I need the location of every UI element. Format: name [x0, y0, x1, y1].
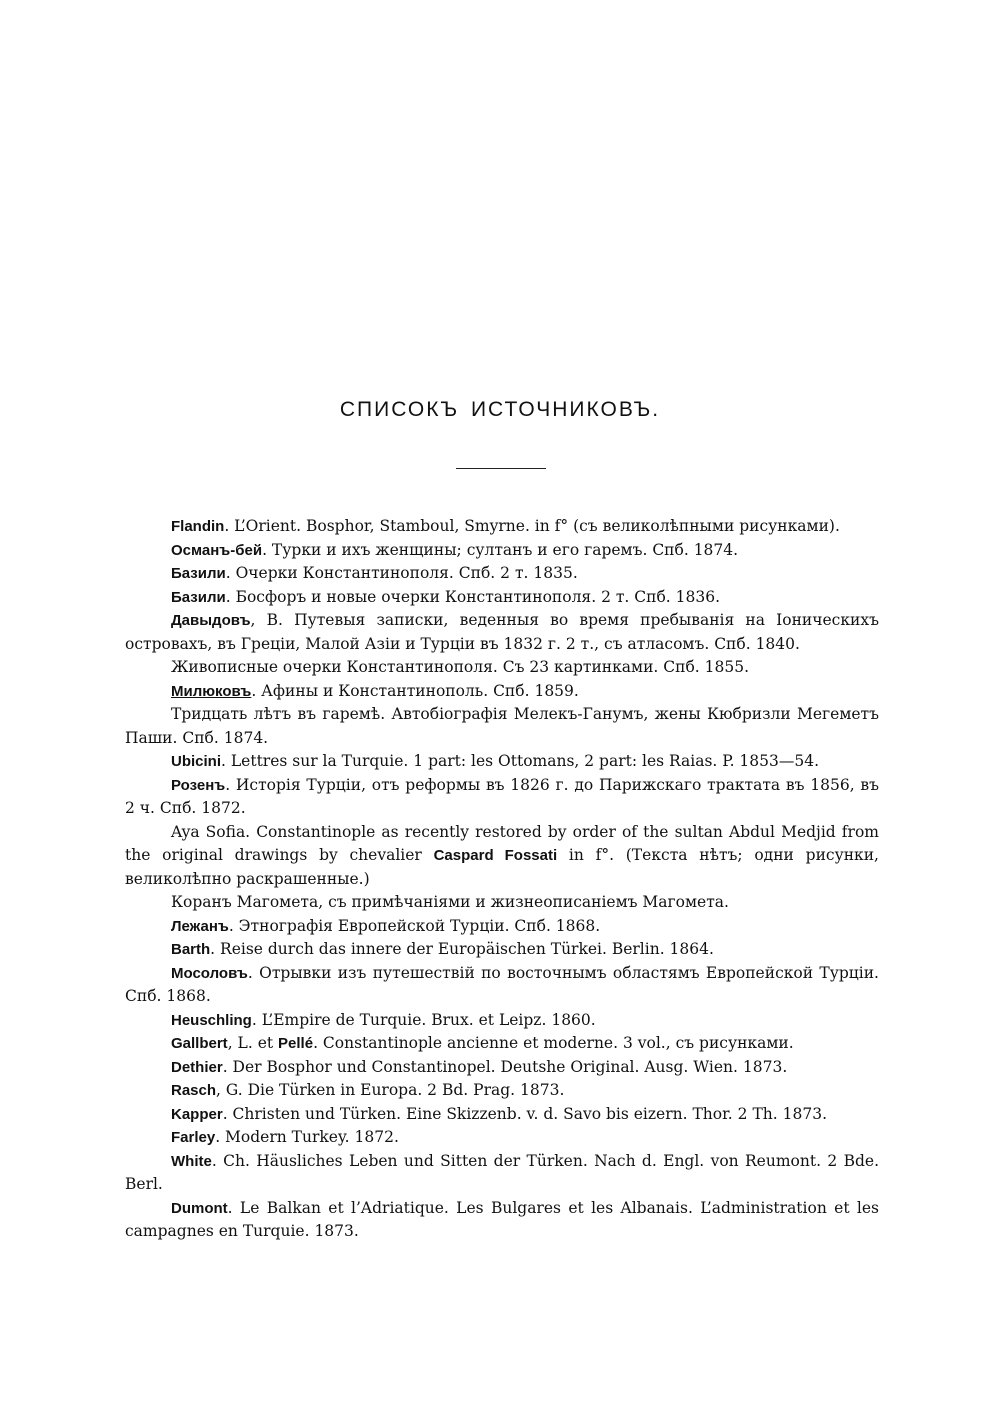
bibliography-entry	[125, 821, 879, 892]
entry-author: Лежанъ	[171, 917, 229, 935]
bibliography-entry	[125, 1126, 879, 1150]
bibliography-entry	[125, 938, 879, 962]
bibliography-entry	[125, 1032, 879, 1056]
entry-author: Базили	[171, 565, 226, 582]
entry-text: . Афины и Константинополь. Спб. 1859.	[251, 681, 579, 700]
bibliography-entry	[125, 1009, 879, 1033]
entry-text: Коранъ Магомета, съ примѣчаніями и жизнеописаніемъ Магомета.	[171, 893, 729, 911]
entry-text: . L’Orient. Bosphor, Stamboul, Smyrne. in f° (съ великолѣпными рисунками).	[224, 517, 840, 535]
bibliography-entry	[125, 891, 879, 915]
entry-text: Aya Sofia. Constantinople as recently restored by order of the sultan Abdul Medjid from the original drawings by chevalier	[125, 822, 879, 864]
page-title: СПИСОКЪ ИСТОЧНИКОВЪ.	[339, 398, 661, 421]
entry-author: Османъ-бей	[171, 541, 263, 559]
entry-text: . Lettres sur la Turquie. 1 part: les Ottomans, 2 part: les Raias. P. 1853—54.	[221, 752, 820, 770]
bibliography-entry	[125, 562, 879, 586]
entry-text: Тридцать лѣтъ въ гаремѣ. Автобіографія Мелекъ-Ганумъ, жены Кюбризли Мегеметъ Паши. Спб. 1874.	[125, 705, 879, 747]
entry-author: Милюковъ	[171, 682, 252, 700]
entry-text: . L’Empire de Turquie. Brux. et Leipz. 1860.	[251, 1010, 596, 1029]
entry-text: . Очерки Константинополя. Спб. 2 т. 1835.	[225, 564, 578, 582]
entry-inline-author: Caspard Fossati	[433, 847, 558, 864]
entry-author: Flandin	[171, 518, 225, 535]
bibliography-entry	[125, 680, 879, 704]
entry-text: . Der Bosphor und Constantinopel. Deutshe Original. Ausg. Wien. 1873.	[222, 1057, 788, 1076]
entry-author: Gallbert	[171, 1035, 228, 1052]
entry-text: . Босфоръ и новые очерки Константинополя. 2 т. Спб. 1836.	[225, 587, 721, 606]
entry-author: Базили	[171, 588, 226, 606]
entry-author: Ubicini	[171, 753, 222, 770]
entry-author: Dumont	[171, 1199, 228, 1217]
bibliography-entry	[125, 1056, 879, 1080]
bibliography-entry	[125, 915, 879, 939]
bibliography-list	[125, 515, 879, 1244]
entry-text: . Турки и ихъ женщины; султанъ и его гаремъ. Спб. 1874.	[262, 540, 739, 559]
bibliography-entry	[125, 703, 879, 750]
entry-author: Давыдовъ	[171, 612, 251, 629]
entry-author: Розенъ	[171, 776, 226, 794]
bibliography-entry	[125, 539, 879, 563]
bibliography-entry	[125, 1079, 879, 1103]
entry-author: Farley	[171, 1129, 216, 1146]
entry-author: Kapper	[171, 1105, 223, 1123]
entry-text: . Christen und Türken. Eine Skizzenb. v. d. Savo bis eizern. Thor. 2 Th. 1873.	[222, 1104, 827, 1123]
entry-author: Barth	[171, 941, 211, 958]
entry-text: . Le Balkan et l’Adriatique. Les Bulgares et les Albanais. L’administration et les campagnes en Turquie. 1873.	[125, 1198, 879, 1240]
entry-text: , G. Die Türken in Europa. 2 Bd. Prag. 1873.	[216, 1081, 565, 1099]
entry-text: . Исторія Турціи, отъ реформы въ 1826 г. до Парижскаго трактата въ 1856, въ 2 ч. Спб. 1872.	[125, 775, 879, 817]
title-divider	[456, 468, 546, 469]
bibliography-entry	[125, 586, 879, 610]
entry-text: . Modern Turkey. 1872.	[215, 1128, 399, 1146]
bibliography-entry	[125, 609, 879, 656]
entry-author: Мосоловъ	[171, 964, 248, 982]
bibliography-entry	[125, 656, 879, 680]
bibliography-entry	[125, 1150, 879, 1197]
entry-author: Rasch	[171, 1082, 217, 1099]
bibliography-entry	[125, 1103, 879, 1127]
bibliography-entry	[125, 750, 879, 774]
entry-text: . Constantinople ancienne et moderne. 3 vol., съ рисунками.	[313, 1034, 794, 1052]
entry-text: . Reise durch das innere der Europäischen Türkei. Berlin. 1864.	[210, 940, 714, 958]
entry-author: Heuschling	[171, 1011, 252, 1029]
entry-author: Dethier	[171, 1058, 223, 1076]
bibliography-entry	[125, 774, 879, 821]
entry-text: . Отрывки изъ путешествій по восточнымъ областямъ Европейской Турціи. Спб. 1868.	[125, 963, 879, 1005]
entry-author: White	[171, 1152, 212, 1170]
entry-text: , L. et	[227, 1034, 279, 1052]
bibliography-entry	[125, 515, 879, 539]
entry-text: . Этнографія Европейской Турціи. Спб. 1868.	[228, 916, 601, 935]
entry-inline-author: Pellé	[278, 1035, 314, 1052]
entry-text: , В. Путевыя записки, веденныя во время пребыванія на Іоническихъ островахъ, въ Греціи, Малой Азіи и Турціи въ 1832 г. 2 т., съ атласомъ. Спб. 1840.	[125, 611, 879, 653]
entry-text: . Ch. Häusliches Leben und Sitten der Türken. Nach d. Engl. von Reumont. 2 Bde. Berl.	[125, 1151, 879, 1193]
bibliography-entry	[125, 1197, 879, 1244]
bibliography-entry	[125, 962, 879, 1009]
entry-text: Живописные очерки Константинополя. Съ 23 картинками. Спб. 1855.	[171, 658, 750, 676]
entry-text: in f°. (Текста нѣтъ; одни рисунки, великолѣпно раскрашенные.)	[125, 846, 879, 888]
